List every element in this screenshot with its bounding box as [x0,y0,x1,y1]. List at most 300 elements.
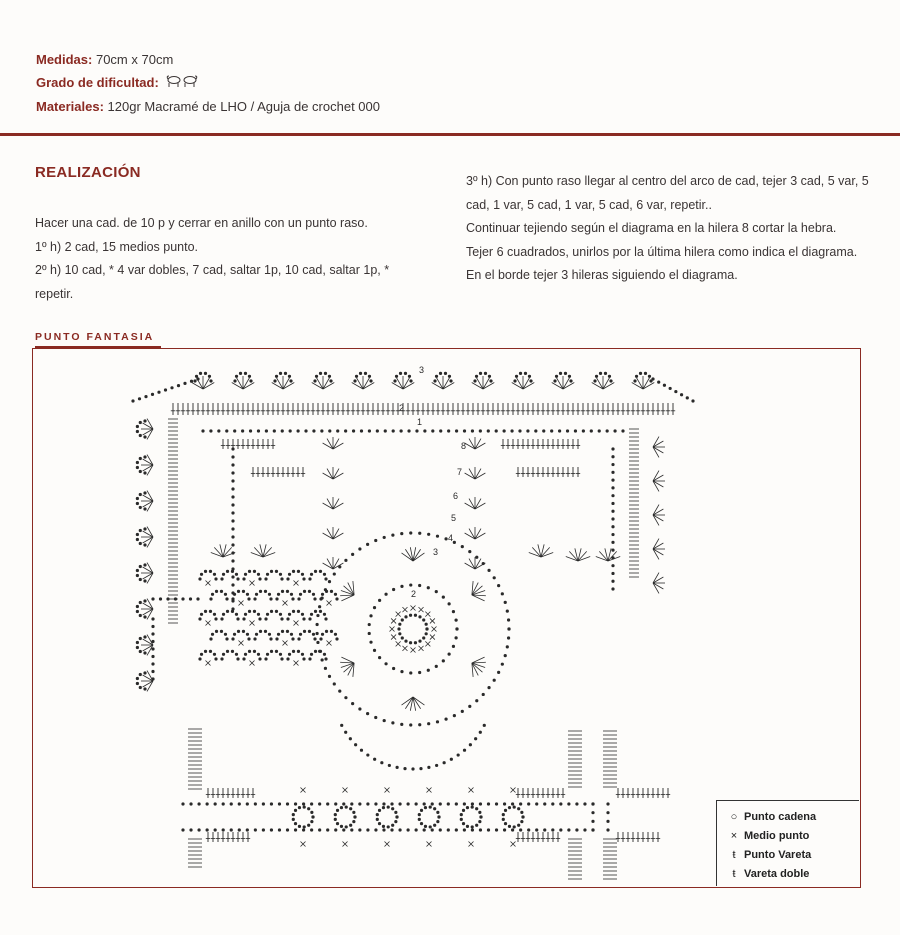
chain-stitch [233,633,236,636]
chain-stitch [340,806,343,809]
chain-stitch [235,653,238,656]
chain-stitch [277,593,280,596]
chain-stitch [388,764,391,767]
chain-stitch [368,375,371,378]
chain-stitch [301,573,304,576]
chain-stitch [324,667,327,670]
chain-stitch [199,372,202,375]
chain-stitch [139,529,142,532]
chain-stitch [226,650,229,653]
instruction-paragraph: Hacer una cad. de 10 p y cerrar en anillo con un punto raso. [35,216,368,230]
single-crochet [385,842,390,847]
chain-stitch [136,533,139,536]
single-crochet [430,635,435,640]
chain-stitch [289,429,292,432]
chain-stitch [139,686,142,689]
chain-stitch [193,379,196,382]
single-crochet [432,627,437,632]
chain-stitch [431,828,434,831]
legend [716,800,859,886]
chain-stitch [613,429,616,432]
chain-stitch [475,556,478,559]
chain-stitch [352,429,355,432]
chain-stitch [518,429,521,432]
row-number: 1 [417,417,423,427]
chain-stitch [280,657,283,660]
instruction-paragraph: 3º h) Con punto raso llegar al centro del arco de cad, tejer 3 cad, 5 var, 5 cad, 1 var, 5 cad, 1 var, 5 cad, 6 var, repetir.. [466,174,869,212]
chain-stitch [136,502,139,505]
chain-stitch [334,813,337,816]
chain-stitch [520,811,523,814]
chain-stitch [479,815,482,818]
chain-stitch [406,828,409,831]
chain-stitch [418,818,421,821]
chain-stitch [528,375,531,378]
chain-stitch [611,510,614,513]
single-crochet [430,618,435,623]
chain-stitch [253,610,256,613]
chain-stitch [444,718,447,721]
single-crochet [343,842,348,847]
chain-stitch [248,650,251,653]
chain-stitch [319,570,322,573]
chain-stitch [280,617,283,620]
chain-stitch [281,630,284,633]
chain-stitch [436,720,439,723]
chain-stitch [395,375,398,378]
chain-stitch [488,375,491,378]
chain-stitch [143,635,146,638]
chain-stitch [611,463,614,466]
chain-stitch [231,543,234,546]
legend-item [727,827,859,846]
chain-stitch [369,641,372,644]
chain-stitch [429,825,432,828]
chain-stitch [442,596,445,599]
row-number: 3 [433,547,439,557]
row-number: 6 [453,491,459,501]
chain-stitch [253,637,256,640]
chain-stitch [181,597,184,600]
chain-stitch [391,534,394,537]
chain-stitch [231,471,234,474]
chain-stitch [286,617,289,620]
chain-stitch [583,828,586,831]
chain-stitch [351,553,354,556]
chain-stitch [151,617,154,620]
chain-stitch [314,570,317,573]
chain-stitch [475,699,478,702]
chain-stitch [275,375,278,378]
chain-stitch [479,372,482,375]
legend-symbol: ŧ [732,849,736,861]
chain-stitch [435,375,438,378]
chain-stitch [314,610,317,613]
chain-stitch [450,758,453,761]
chain-stitch [374,802,377,805]
fan-stitch [344,586,355,595]
chain-stitch [275,597,278,600]
chain-stitch [559,372,562,375]
instruction-paragraph: 2º h) 10 cad, * 4 var dobles, 7 cad, saltar 1p, 10 cad, saltar 1p, * repetir. [35,263,390,301]
chain-stitch [262,802,265,805]
chain-stitch [246,593,249,596]
chain-stitch [501,592,504,595]
chain-stitch [136,430,139,433]
chain-stitch [316,641,319,644]
chain-stitch [279,653,282,656]
chain-stitch [489,379,492,382]
chain-stitch [181,802,184,805]
chain-stitch [265,429,268,432]
chain-stitch [553,379,556,382]
chain-stitch [471,805,474,808]
legend-label: Vareta doble [744,868,810,880]
chain-stitch [319,372,322,375]
chain-stitch [351,702,354,705]
chain-stitch [504,809,507,812]
chain-stitch [310,573,313,576]
chain-stitch [143,615,146,618]
chain-stitch [310,613,313,616]
chain-stitch [404,640,407,643]
chain-stitch [471,429,474,432]
chain-stitch [143,599,146,602]
chain-stitch [398,632,401,635]
chain-stitch [151,670,154,673]
chain-stitch [437,815,440,818]
chain-stitch [359,372,362,375]
chain-stitch [479,802,482,805]
chain-stitch [308,630,311,633]
chain-stitch [575,802,578,805]
chain-stitch [244,653,247,656]
chain-stitch [312,429,315,432]
chain-stitch [264,630,267,633]
chain-stitch [237,590,240,593]
chain-stitch [225,429,228,432]
single-crochet [411,648,416,653]
chain-stitch [143,563,146,566]
chain-stitch [297,637,300,640]
chain-stitch [292,650,295,653]
chain-stitch [198,577,201,580]
chain-stitch [475,807,478,810]
chain-stitch [301,653,304,656]
chain-stitch [582,429,585,432]
single-crochet [294,661,299,666]
chain-stitch [314,650,317,653]
chain-stitch [463,429,466,432]
chain-stitch [674,390,677,393]
chain-stitch [195,375,198,378]
chain-stitch [354,743,357,746]
chain-stitch [686,396,689,399]
single-crochet [425,641,430,646]
chain-stitch [303,630,306,633]
chain-stitch [644,372,647,375]
chain-stitch [400,585,403,588]
chain-stitch [460,813,463,816]
chain-stitch [316,632,319,635]
chain-stitch [275,570,278,573]
chain-stitch [231,597,234,600]
chain-stitch [409,531,412,534]
chain-stitch [418,813,421,816]
chain-stitch [264,657,267,660]
chain-stitch [390,802,393,805]
chain-stitch [427,669,430,672]
chain-stitch [231,455,234,458]
chain-stitch [360,749,363,752]
chain-stitch [200,613,203,616]
single-crochet [250,621,255,626]
chain-stitch [302,617,305,620]
chain-stitch [292,570,295,573]
chain-stitch [439,828,442,831]
chain-stitch [278,802,281,805]
chain-stitch [143,687,146,690]
chain-stitch [462,822,465,825]
chain-stitch [286,802,289,805]
chain-stitch [427,722,430,725]
chain-stitch [269,637,272,640]
chain-stitch [376,429,379,432]
chain-stitch [225,637,228,640]
row-number: 7 [457,467,463,477]
chain-stitch [382,806,385,809]
chain-stitch [231,487,234,490]
fan-stitch [344,663,355,672]
chain-stitch [378,656,381,659]
chain-stitch [497,671,500,674]
chain-stitch [551,802,554,805]
chain-stitch [209,650,212,653]
chain-stitch [231,503,234,506]
chain-stitch [423,429,426,432]
chain-stitch [484,372,487,375]
chain-stitch [319,610,322,613]
chain-stitch [409,723,412,726]
chain-stitch [249,379,252,382]
chain-stitch [214,828,217,831]
chain-stitch [502,818,505,821]
chain-stitch [246,802,249,805]
chain-stitch [139,673,142,676]
chain-stitch [663,384,666,387]
chain-stitch [139,565,142,568]
chain-stitch [648,375,651,378]
chain-stitch [418,584,421,587]
chain-stitch [511,802,514,805]
chain-stitch [558,429,561,432]
single-crochet [427,842,432,847]
legend-symbol: ŧ [732,868,736,880]
chain-stitch [427,586,430,589]
chain-stitch [457,753,460,756]
chain-stitch [633,379,636,382]
chain-stitch [398,828,401,831]
chain-stitch [606,828,609,831]
chain-stitch [611,486,614,489]
materials-value: 120gr Macramé de LHO / Aguja de crochet 000 [107,99,380,115]
chain-stitch [270,802,273,805]
chain-stitch [151,677,154,680]
chain-stitch [259,590,262,593]
chain-stitch [220,630,223,633]
chain-stitch [236,657,239,660]
chain-stitch [244,613,247,616]
chain-stitch [151,625,154,628]
chain-stitch [497,584,500,587]
chain-stitch [290,593,293,596]
chain-stitch [513,805,516,808]
chain-stitch [204,610,207,613]
chain-stitch [468,705,471,708]
chain-stitch [151,655,154,658]
chain-stitch [349,824,352,827]
chain-stitch [409,641,412,644]
chain-stitch [333,572,336,575]
chain-stitch [247,637,250,640]
chain-stitch [294,809,297,812]
chain-stitch [286,590,289,593]
instructions-right [466,170,876,288]
chain-stitch [487,802,490,805]
chain-stitch [555,375,558,378]
chain-stitch [340,825,343,828]
chain-stitch [297,570,300,573]
chain-stitch [299,633,302,636]
chain-stitch [204,650,207,653]
row-number: 4 [448,533,454,543]
chain-stitch [461,710,464,713]
chain-stitch [213,613,216,616]
chain-stitch [463,749,466,752]
chain-stitch [452,610,455,613]
chain-stitch [246,828,249,831]
single-crochet [239,601,244,606]
chain-stitch [313,379,316,382]
chain-stitch [521,815,524,818]
chain-stitch [448,653,451,656]
chain-stitch [353,815,356,818]
chain-stitch [403,767,406,770]
chain-stitch [136,569,139,572]
chain-stitch [201,429,204,432]
chain-stitch [255,593,258,596]
chain-stitch [390,828,393,831]
chain-stitch [139,650,142,653]
chain-stitch [495,802,498,805]
chain-stitch [321,658,324,661]
chain-stitch [418,615,421,618]
chain-stitch [478,820,481,823]
materials-label: Materiales: [36,99,104,115]
chain-stitch [196,597,199,600]
chain-stitch [393,379,396,382]
chain-stitch [507,618,510,621]
chain-stitch [409,583,412,586]
chain-stitch [455,429,458,432]
chain-stitch [312,593,315,596]
chain-stitch [226,570,229,573]
chain-stitch [275,650,278,653]
chain-stitch [231,511,234,514]
chain-stitch [257,653,260,656]
chain-stitch [181,828,184,831]
chain-stitch [447,828,450,831]
chain-stitch [407,429,410,432]
chain-stitch [198,657,201,660]
chain-stitch [239,372,242,375]
chain-stitch [268,633,271,636]
chain-stitch [527,828,530,831]
single-crochet [419,646,424,651]
chain-stitch [352,820,355,823]
chain-stitch [231,570,234,573]
chain-stitch [506,609,509,612]
chain-stitch [559,828,562,831]
chain-stitch [422,636,425,639]
single-crochet [396,641,401,646]
chain-stitch [455,828,458,831]
chain-stitch [151,632,154,635]
chain-stitch [248,610,251,613]
chain-stitch [318,828,321,831]
chain-stitch [611,525,614,528]
chain-stitch [574,429,577,432]
chain-stitch [224,633,227,636]
chain-stitch [230,828,233,831]
chain-stitch [231,495,234,498]
chain-stitch [373,649,376,652]
chain-stitch [236,577,239,580]
chain-stitch [139,614,142,617]
chain-stitch [364,372,367,375]
chain-stitch [418,532,421,535]
chain-stitch [258,617,261,620]
chain-stitch [209,429,212,432]
chain-stitch [567,802,570,805]
chain-stitch [335,597,338,600]
chain-stitch [608,375,611,378]
chain-stitch [358,547,361,550]
chain-stitch [136,605,139,608]
chain-stitch [334,802,337,805]
row-number: 2 [411,589,417,599]
chain-stitch [418,640,421,643]
chain-stitch [323,573,326,576]
chain-stitch [611,541,614,544]
chain-stitch [606,820,609,823]
single-crochet [402,607,407,612]
chain-stitch [611,494,614,497]
chain-stitch [469,743,472,746]
chain-stitch [591,828,594,831]
chain-stitch [415,429,418,432]
chain-stitch [487,828,490,831]
fan-stitch [472,663,483,672]
legend-symbol: ○ [730,811,738,823]
chain-stitch [454,636,457,639]
chain-stitch [436,535,439,538]
chain-stitch [231,519,234,522]
chain-stitch [551,828,554,831]
chain-stitch [449,379,452,382]
chain-stitch [136,610,139,613]
chain-stitch [503,828,506,831]
